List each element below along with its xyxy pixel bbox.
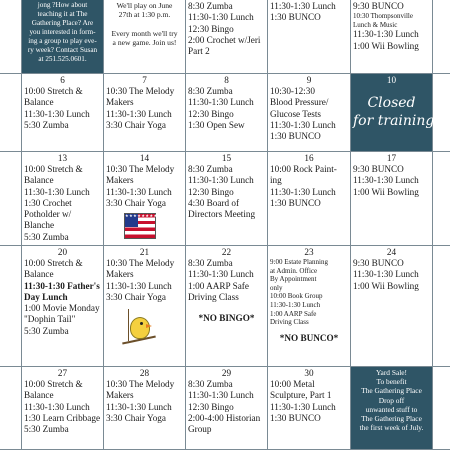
day-number: 14 <box>139 153 150 163</box>
day-number: 13 <box>57 153 68 163</box>
day-cell-17 <box>351 152 433 246</box>
calendar-edge-cell <box>433 246 450 367</box>
event-line: 11:30-1:30 Lunch <box>270 119 336 130</box>
event-line: 12:30 Bingo <box>188 23 234 34</box>
day-cell-27 <box>22 367 104 450</box>
event-line: 11:30-1:30 Lunch <box>270 401 336 412</box>
event-line: 11:30-1:30 Lunch <box>106 401 172 412</box>
event-line: you interested in form- <box>29 28 96 36</box>
event-line: 11:30-1:30 Lunch <box>270 300 321 309</box>
event-line: 12:30 Bingo <box>188 401 234 412</box>
event-line: 12:30 Bingo <box>188 186 234 197</box>
event-line: 11:30-1:30 Lunch <box>106 108 172 119</box>
event-line: Lunch & Music <box>353 20 398 29</box>
day-cell-6 <box>22 74 104 152</box>
event-line: 3:30 Chair Yoga <box>106 197 166 208</box>
event-line: 11:30-1:30 Lunch <box>188 390 254 401</box>
day-cell-thu <box>351 367 433 450</box>
closed-notice <box>353 94 435 130</box>
event-line: 11:30-1:30 Lunch <box>106 186 172 197</box>
event-line: at 251.525.0601. <box>38 55 87 63</box>
event-line: jong ?How about <box>37 1 88 9</box>
calendar-edge-cell <box>433 0 450 74</box>
event-line: 11:30-1:30 Lunch <box>188 269 254 280</box>
event-line: Makers <box>106 175 134 186</box>
event-line: 4:30 Board of <box>188 197 240 208</box>
event-line: 9:30 BUNCO <box>353 164 404 174</box>
day-cell-7 <box>104 74 186 152</box>
event-line: 11:30-1:30 Lunch <box>188 12 254 23</box>
event-line: Gathering Place? Are <box>31 19 94 27</box>
event-line: 11:30-1:30 Lunch <box>270 186 336 197</box>
day-number: 29 <box>221 368 232 378</box>
event-line: 11:30-1:30 Lunch <box>24 108 90 119</box>
event-line: 10:00 Metal <box>270 379 315 389</box>
american-flag-icon <box>124 213 162 239</box>
event-line: Makers <box>106 390 134 401</box>
calendar-edge-cell <box>0 246 22 367</box>
event-line: Balance <box>24 390 54 401</box>
calendar-edge-cell <box>433 152 450 246</box>
event-line: 11:30-1:30 Lunch <box>24 401 90 412</box>
event-line: Sculpture, Part 1 <box>270 390 332 401</box>
event-line: 27th at 1:30 p.m. <box>118 10 171 20</box>
day-number: 22 <box>221 247 232 257</box>
bird-rope <box>128 309 129 341</box>
event-line: Makers <box>106 97 134 108</box>
bird-body <box>130 317 150 339</box>
event-line: 8:30 Zumba <box>188 1 233 11</box>
day-cell-note-mon <box>104 0 186 74</box>
event-line: 3:30 Chair Yoga <box>106 412 166 423</box>
event-line: 11:30-1:30 Lunch <box>24 186 90 197</box>
event-line <box>106 19 183 28</box>
event-line: 10:00 Stretch & <box>24 258 83 268</box>
event-line: ing a group to play eve- <box>28 37 97 45</box>
day-cell-29 <box>186 367 268 450</box>
event-line: 1:30 Learn Cribbage <box>24 412 101 423</box>
day-number: 27 <box>57 368 68 378</box>
day-cell-14 <box>104 152 186 246</box>
day-number: 30 <box>304 368 314 378</box>
day-number: 10 <box>386 75 397 85</box>
flag-canton: ★★★★★★★★★ <box>125 214 138 227</box>
event-line: Glucose Tests <box>270 108 321 119</box>
event-line: 10:30 The Melody <box>106 379 175 389</box>
day-cell-thu <box>351 0 433 74</box>
event-line: 10:00 Rock Paint- <box>270 164 337 174</box>
calendar-edge-cell <box>0 152 22 246</box>
event-line: 2:00 Crochet w/Jeri <box>188 34 261 45</box>
day-number: 21 <box>139 247 150 257</box>
event-line: 1:00 AARP Safe <box>188 280 249 291</box>
event-line: 8:30 Zumba <box>188 86 233 96</box>
event-line: a new game. Join us! <box>112 37 177 47</box>
event-line: Directors Meeting <box>188 209 256 220</box>
bird-beak <box>146 324 152 328</box>
event-line: Blanche <box>24 220 55 231</box>
day-number: 8 <box>224 75 229 85</box>
event-line: Group <box>188 424 212 435</box>
event-line: 10:30 The Melody <box>106 164 175 174</box>
event-line: 5:30 Zumba <box>24 231 69 242</box>
day-number: 15 <box>221 153 232 163</box>
event-line: ry week? Contact Susan <box>27 46 98 54</box>
event-line: 11:30-1:30 Father's <box>24 280 100 291</box>
day-cell-wed <box>268 0 351 74</box>
event-line: 11:30-1:30 Lunch <box>188 175 254 186</box>
event-line: 10:30-12:30 <box>270 86 315 96</box>
day-number: 24 <box>386 247 397 257</box>
day-cell-13 <box>22 152 104 246</box>
event-line: 11:30-1:30 Lunch <box>353 269 419 280</box>
event-line: 1:30 BUNCO <box>270 412 321 423</box>
yard-sale-notice <box>353 368 430 432</box>
event-line: 1:00 Movie Monday <box>24 303 100 314</box>
mahjong-note <box>24 1 101 64</box>
day-number: 9 <box>306 75 312 85</box>
special-note: *NO BUNCO* <box>279 332 339 343</box>
event-line: 1:00 Wii Bowling <box>353 40 419 51</box>
event-line: 5:30 Zumba <box>24 325 69 336</box>
event-line: The Gathering Place <box>361 414 422 424</box>
event-line: The Gathering Place <box>361 386 422 396</box>
event-line: at Admin. Office <box>270 266 318 275</box>
event-line: To benefit <box>376 377 407 387</box>
day-number: 23 <box>304 247 314 257</box>
event-line: 1:30 BUNCO <box>270 12 321 23</box>
event-line: Makers <box>106 269 134 280</box>
event-line: Day Lunch <box>24 291 68 302</box>
event-line: 9:30 BUNCO <box>353 1 404 11</box>
event-line: 11:30-1:30 Lunch <box>353 29 419 40</box>
event-line: 5:30 Zumba <box>24 119 69 130</box>
day-cell-30 <box>268 367 351 450</box>
day-cell-10 <box>351 74 433 152</box>
day-cell-23 <box>268 246 351 367</box>
event-line: We'll play on June <box>116 1 173 10</box>
event-line: Yard Sale! <box>375 368 408 377</box>
day-cell-21 <box>104 246 186 367</box>
day-cell-15 <box>186 152 268 246</box>
event-line: 1:30 Crochet <box>24 197 72 208</box>
event-line: ing <box>270 175 282 186</box>
event-line: Part 2 <box>188 46 210 57</box>
event-line: Balance <box>24 97 54 108</box>
event-line: By Appointment <box>270 275 317 284</box>
day-number: 16 <box>304 153 314 163</box>
event-line: 1:30 BUNCO <box>270 131 321 142</box>
event-line: 1:00 Wii Bowling <box>353 186 419 197</box>
event-line: only <box>270 283 283 292</box>
day-number: 17 <box>386 153 397 163</box>
event-line: 8:30 Zumba <box>188 164 233 174</box>
day-cell-8 <box>186 74 268 152</box>
event-line: Closed <box>367 95 416 111</box>
event-line: Driving Class <box>270 318 309 327</box>
event-line: for training <box>353 113 435 129</box>
event-line: "Dophin Tail" <box>24 314 76 325</box>
event-line: teaching it at The <box>37 10 88 18</box>
day-number: 7 <box>142 75 147 85</box>
event-line: Potholder w/ <box>24 209 72 220</box>
event-line: 10:00 Stretch & <box>24 379 83 389</box>
event-line: 2:00-4:00 Historian <box>188 412 261 423</box>
event-line: 10:00 Book Group <box>270 292 323 301</box>
day-number: 20 <box>57 247 68 257</box>
event-line: 8:30 Zumba <box>188 258 233 268</box>
day-cell-tue <box>186 0 268 74</box>
calendar-edge-cell <box>0 0 22 74</box>
event-line: 11:30-1:30 Lunch <box>188 97 254 108</box>
calendar-edge-cell <box>433 367 450 450</box>
event-line: Every month we'll try <box>111 28 178 38</box>
event-line: Balance <box>24 269 54 280</box>
event-line: 3:30 Chair Yoga <box>106 291 166 302</box>
special-note: *NO BINGO* <box>198 313 255 324</box>
event-line: Blood Pressure/ <box>270 97 329 108</box>
event-line: 10:30 The Melody <box>106 86 175 96</box>
event-line: 10:00 Stretch & <box>24 164 83 174</box>
event-line: 10:30 Thompsonville <box>353 12 413 21</box>
event-line: unwanted stuff to <box>365 404 418 414</box>
event-line: 1:00 AARP Safe <box>270 309 317 318</box>
event-line: 11:30-1:30 Lunch <box>106 280 172 291</box>
event-line: the first week of July. <box>359 423 424 433</box>
day-cell-16 <box>268 152 351 246</box>
event-line: 5:30 Zumba <box>24 424 69 435</box>
event-line: Drop off <box>378 395 405 405</box>
event-line: 10:00 Stretch & <box>24 86 83 96</box>
event-line: 9:30 BUNCO <box>353 258 404 268</box>
calendar-edge-cell <box>0 74 22 152</box>
day-cell-9 <box>268 74 351 152</box>
day-cell-20 <box>22 246 104 367</box>
day-cell-28 <box>104 367 186 450</box>
event-line: Balance <box>24 175 54 186</box>
day-cell-note-sun <box>22 0 104 74</box>
event-line: 11:30-1:30 Lunch <box>270 1 336 11</box>
event-line: 1:00 Wii Bowling <box>353 280 419 291</box>
calendar-edge-cell <box>433 74 450 152</box>
event-line: 9:00 Estate Planning <box>270 258 328 266</box>
calendar-edge-cell <box>0 367 22 450</box>
day-number: 6 <box>60 75 65 85</box>
event-line: 10:30 The Melody <box>106 258 175 268</box>
event-line: 8:30 Zumba <box>188 379 233 389</box>
event-line: 1:30 Open Sew <box>188 119 245 130</box>
game-note <box>106 1 183 47</box>
event-line: 3:30 Chair Yoga <box>106 119 166 130</box>
day-number: 28 <box>139 368 150 378</box>
event-line: Driving Class <box>188 291 239 302</box>
bird-on-swing-icon <box>120 309 160 347</box>
event-line: 12:30 Bingo <box>188 108 234 119</box>
event-line: 1:30 BUNCO <box>270 197 321 208</box>
day-cell-22 <box>186 246 268 367</box>
event-line: 11:30-1:30 Lunch <box>353 175 419 186</box>
day-cell-24 <box>351 246 433 367</box>
